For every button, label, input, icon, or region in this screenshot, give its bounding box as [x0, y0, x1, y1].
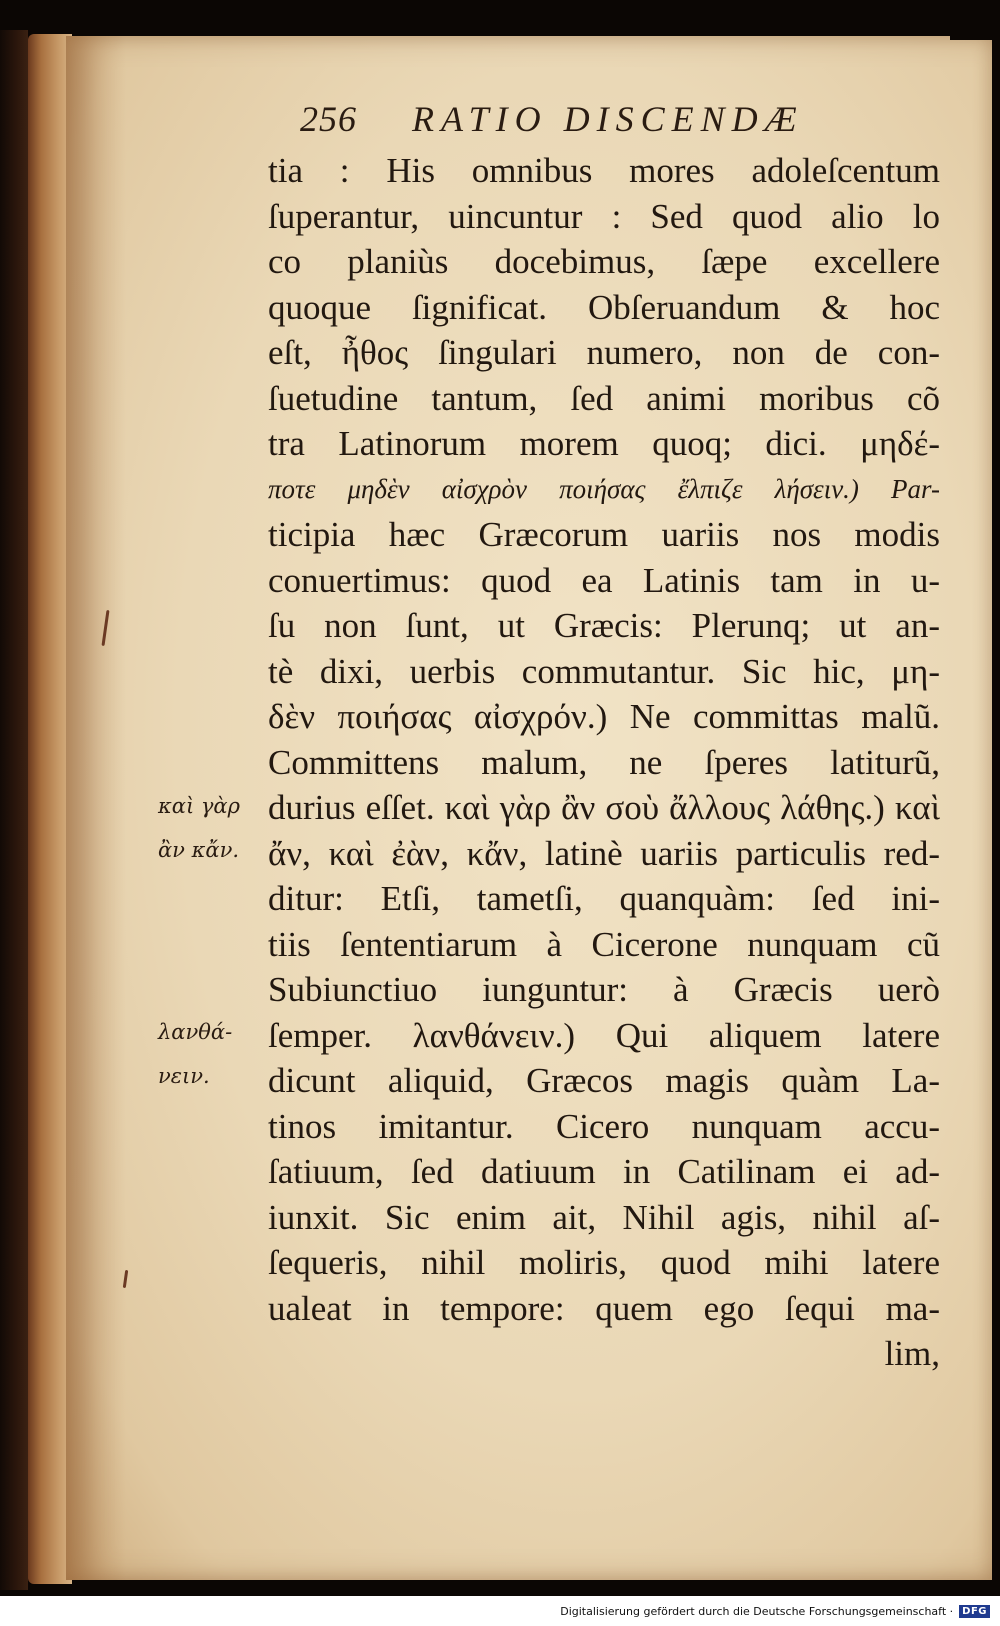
- text-line: tè dixi, uerbis commutantur. Sic hic, μη-: [268, 651, 940, 691]
- marginal-note: [158, 1010, 232, 1098]
- text-line: co planiùs docebimus, ſæpe excellere: [268, 242, 940, 281]
- text-line: conuertimus: quod ea Latinis tam in u-: [268, 560, 940, 600]
- text-line: ſequeris, nihil moliris, quod mihi latere: [268, 1243, 940, 1282]
- text-line: ſemper. λανθάνειν.) Qui aliquem latere: [268, 1015, 940, 1055]
- marginal-note-line: λανθά-: [158, 1020, 233, 1044]
- marginal-note-line: καὶ γὰρ: [158, 794, 240, 818]
- marginal-note-line: ἂν κἄν.: [158, 838, 240, 862]
- marginal-note: [158, 784, 240, 872]
- text-line: ticipia hæc Græcorum uariis nos modis: [268, 515, 940, 554]
- text-line: tra Latinorum morem quoq; dici. μηδέ-: [268, 424, 940, 463]
- dfg-logo: DFG: [959, 1605, 990, 1618]
- text-line: ſuetudine tantum, ſed animi moribus cõ: [268, 378, 940, 418]
- folio-number: 256: [300, 99, 357, 139]
- marginal-note-line: νειν.: [158, 1064, 210, 1088]
- binding-edge: [0, 30, 28, 1590]
- catchword: lim,: [884, 1334, 940, 1373]
- digitization-footer: [0, 1596, 1000, 1626]
- text-line-greek: ποτε μηδὲν αἰσχρὸν ποιήσας ἔλπιζε λήσειν.) Par-: [268, 473, 940, 504]
- text-line: Committens malum, ne ſperes latiturũ,: [268, 742, 940, 782]
- text-line: tiis ſententiarum à Cicerone nunquam cũ: [268, 924, 940, 964]
- text-line: ditur: Etſi, tametſi, quanquàm: ſed ini-: [268, 879, 940, 918]
- text-line: durius eſſet. καὶ γὰρ ἂν σοὺ ἄλλους λάθης.) καὶ: [268, 788, 940, 827]
- page-corner: [950, 0, 1000, 40]
- text-line: eſt, ἦθος ſingulari numero, non de con-: [268, 333, 940, 372]
- text-line: ſuperantur, uincuntur : Sed quod alio lo: [268, 196, 940, 236]
- text-line: iunxit. Sic enim ait, Nihil agis, nihil aſ-: [268, 1197, 940, 1237]
- body-text: [268, 148, 940, 1377]
- footer-credit: Digitalisierung gefördert durch die Deutsche Forschungsgemeinschaft ·: [560, 1604, 954, 1618]
- text-line: dicunt aliquid, Græcos magis quàm La-: [268, 1061, 940, 1100]
- text-line: Subiunctiuo iunguntur: à Græcis uerò: [268, 970, 940, 1009]
- text-line: ualeat in tempore: quem ego ſequi ma-: [268, 1288, 940, 1328]
- page-header: [300, 98, 804, 140]
- text-line: tia : His omnibus mores adoleſcentum: [268, 151, 940, 190]
- text-line: ſatiuum, ſed datiuum in Catilinam ei ad-: [268, 1152, 940, 1191]
- text-line: ſu non ſunt, ut Græcis: Plerunq; ut an-: [268, 606, 940, 645]
- text-line: tinos imitantur. Cicero nunquam accu-: [268, 1106, 940, 1146]
- text-line: quoque ſignificat. Obſeruandum & hoc: [268, 287, 940, 327]
- running-title: RATIO DISCENDÆ: [412, 99, 804, 139]
- text-line: ἄν, καὶ ἐὰν, κἄν, latinè uariis particulis red-: [268, 833, 940, 873]
- gutter-shadow: [66, 36, 126, 1580]
- text-line: δὲν ποιήσας αἰσχρόν.) Ne committas malũ.: [268, 697, 940, 736]
